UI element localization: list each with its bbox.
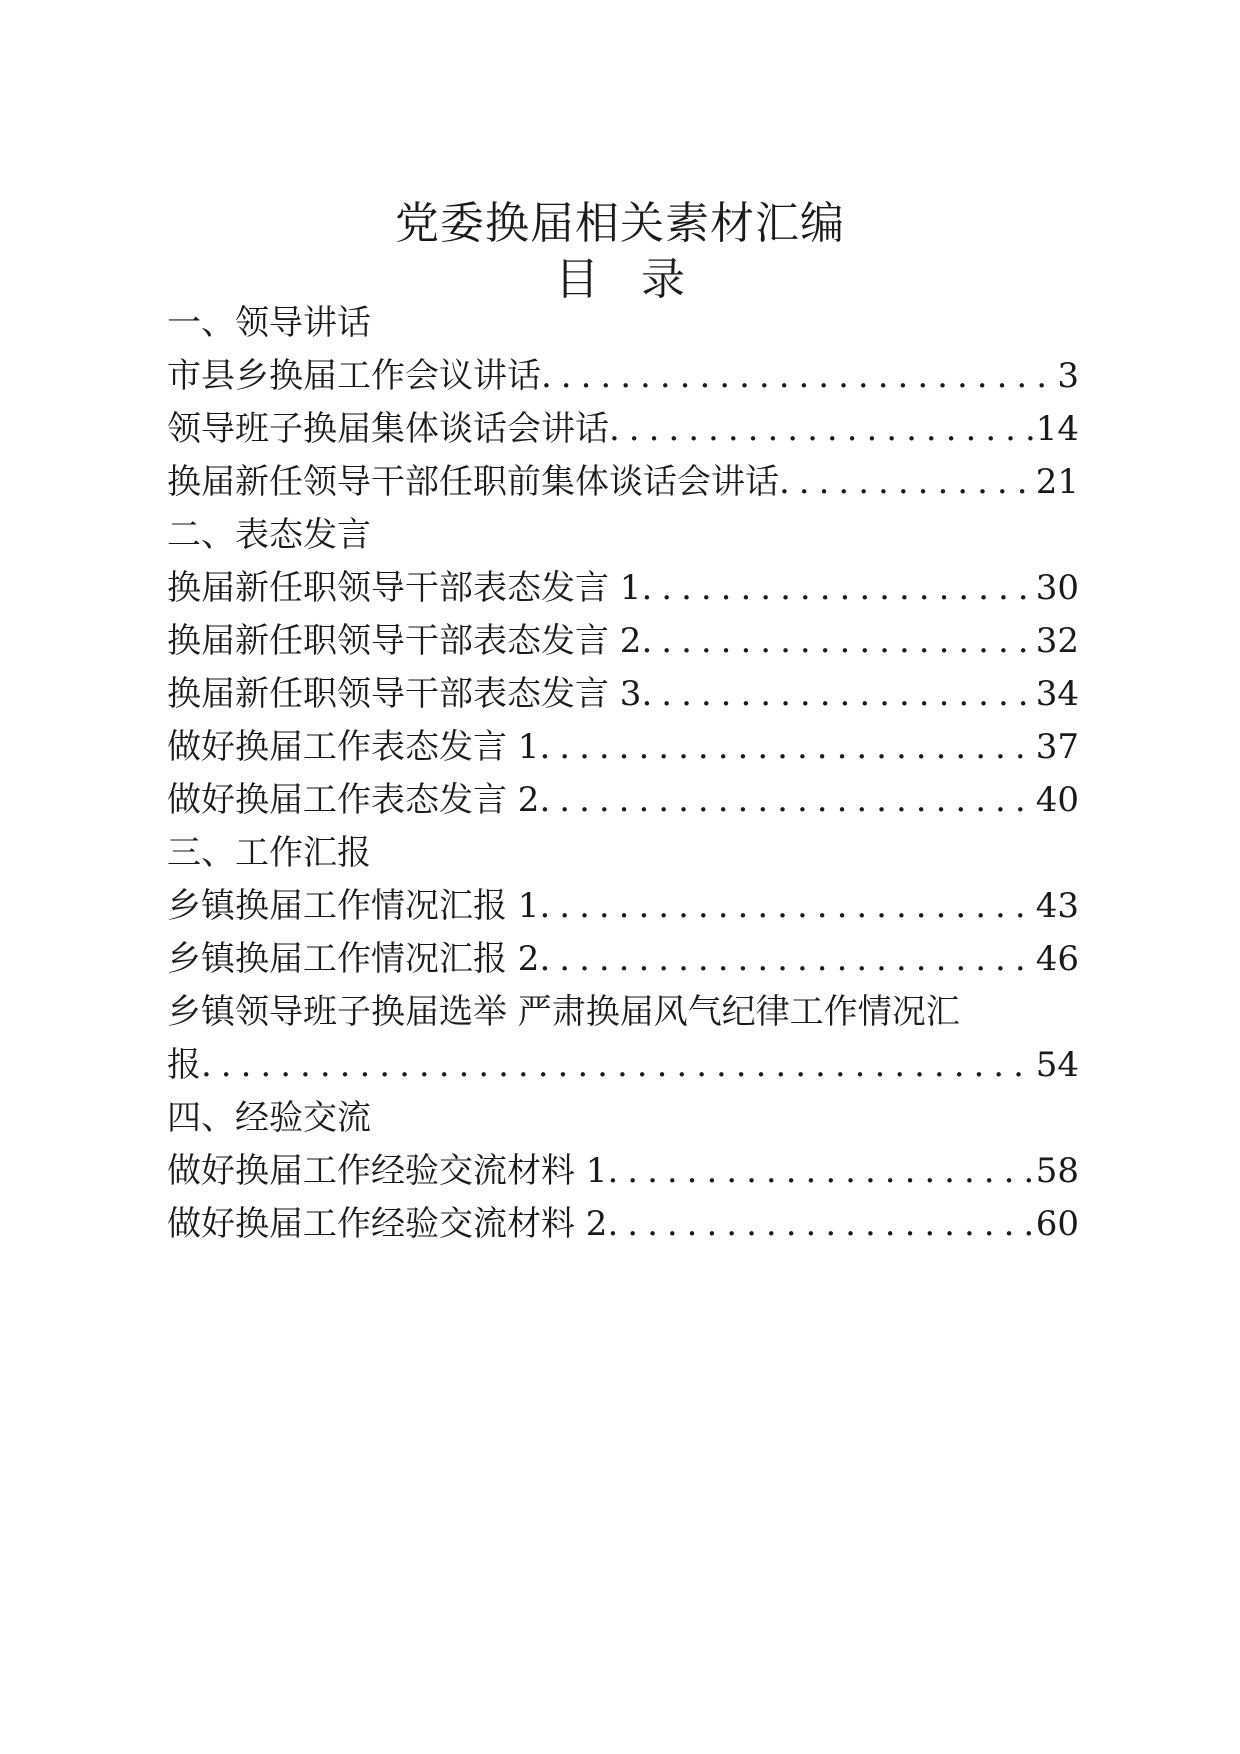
toc-leader-dots — [779, 456, 1034, 509]
toc-leader-dots — [641, 562, 1033, 615]
toc-leader-dots — [607, 1145, 1033, 1198]
toc-entry-title-line1[interactable]: 乡镇领导班子换届选举 严肃换届风气纪律工作情况汇 — [167, 992, 960, 1032]
toc-leader-dots — [641, 615, 1033, 668]
toc-section-heading: 一、领导讲话 — [167, 303, 371, 343]
toc-entry-page: 30 — [1035, 568, 1079, 608]
toc-entry[interactable] — [167, 350, 1079, 403]
toc-entry[interactable] — [167, 403, 1079, 456]
toc-entry-title: 做好换届工作经验交流材料 2 — [167, 1204, 608, 1244]
toc-entry[interactable] — [167, 456, 1079, 509]
toc-entry-page: 32 — [1035, 621, 1079, 661]
toc-entry-title: 换届新任职领导干部表态发言 3 — [167, 674, 642, 714]
toc-entry[interactable] — [167, 1198, 1079, 1251]
toc-entry-page: 60 — [1035, 1204, 1079, 1244]
toc-leader-dots — [539, 721, 1033, 774]
toc-entry-page: 14 — [1035, 409, 1079, 449]
toc-entry[interactable] — [167, 933, 1079, 986]
toc-entry-title: 市县乡换届工作会议讲话 — [167, 356, 541, 396]
toc-section-heading: 三、工作汇报 — [167, 833, 371, 873]
toc-entry[interactable] — [167, 880, 1079, 933]
toc-entry[interactable] — [167, 1039, 1079, 1092]
toc-entry-title: 做好换届工作表态发言 2 — [167, 780, 540, 820]
toc-entry-title: 报 — [167, 1045, 201, 1085]
toc-leader-dots — [539, 774, 1033, 827]
toc-entry-page: 3 — [1057, 356, 1079, 396]
toc-heading-right-char: 录 — [641, 254, 685, 305]
toc-entry-page: 54 — [1035, 1045, 1079, 1085]
toc-entry-page: 58 — [1035, 1151, 1079, 1191]
toc-entry-title: 换届新任职领导干部表态发言 2 — [167, 621, 642, 661]
toc-section-heading: 二、表态发言 — [167, 515, 371, 555]
toc-entry[interactable] — [167, 562, 1079, 615]
toc-entry[interactable] — [167, 721, 1079, 774]
toc-leader-dots — [201, 1039, 1034, 1092]
toc-entry[interactable] — [167, 1145, 1079, 1198]
toc-leader-dots — [539, 880, 1033, 933]
toc-entry-title: 换届新任领导干部任职前集体谈话会讲话 — [167, 462, 779, 502]
toc-leader-dots — [607, 1198, 1033, 1251]
document-title: 党委换届相关素材汇编 — [395, 198, 845, 249]
table-of-contents — [167, 297, 1079, 1251]
toc-entry-title: 做好换届工作表态发言 1 — [167, 727, 540, 767]
toc-entry-title: 换届新任职领导干部表态发言 1 — [167, 568, 642, 608]
toc-leader-dots — [641, 668, 1033, 721]
toc-entry-title: 乡镇换届工作情况汇报 1 — [167, 886, 540, 926]
toc-entry-page: 43 — [1035, 886, 1079, 926]
toc-leader-dots — [541, 350, 1055, 403]
toc-entry-title: 领导班子换届集体谈话会讲话 — [167, 409, 609, 449]
toc-leader-dots — [609, 403, 1034, 456]
toc-entry-page: 34 — [1035, 674, 1079, 714]
toc-leader-dots — [539, 933, 1033, 986]
toc-heading-left-char: 目 — [555, 254, 599, 305]
toc-entry-title: 做好换届工作经验交流材料 1 — [167, 1151, 608, 1191]
toc-entry[interactable] — [167, 668, 1079, 721]
toc-entry-page: 37 — [1035, 727, 1079, 767]
toc-entry-page: 21 — [1035, 462, 1079, 502]
toc-entry-page: 46 — [1035, 939, 1079, 979]
toc-entry[interactable] — [167, 774, 1079, 827]
toc-entry[interactable] — [167, 615, 1079, 668]
toc-section-heading: 四、经验交流 — [167, 1098, 371, 1138]
toc-entry-title: 乡镇换届工作情况汇报 2 — [167, 939, 540, 979]
toc-entry-page: 40 — [1035, 780, 1079, 820]
